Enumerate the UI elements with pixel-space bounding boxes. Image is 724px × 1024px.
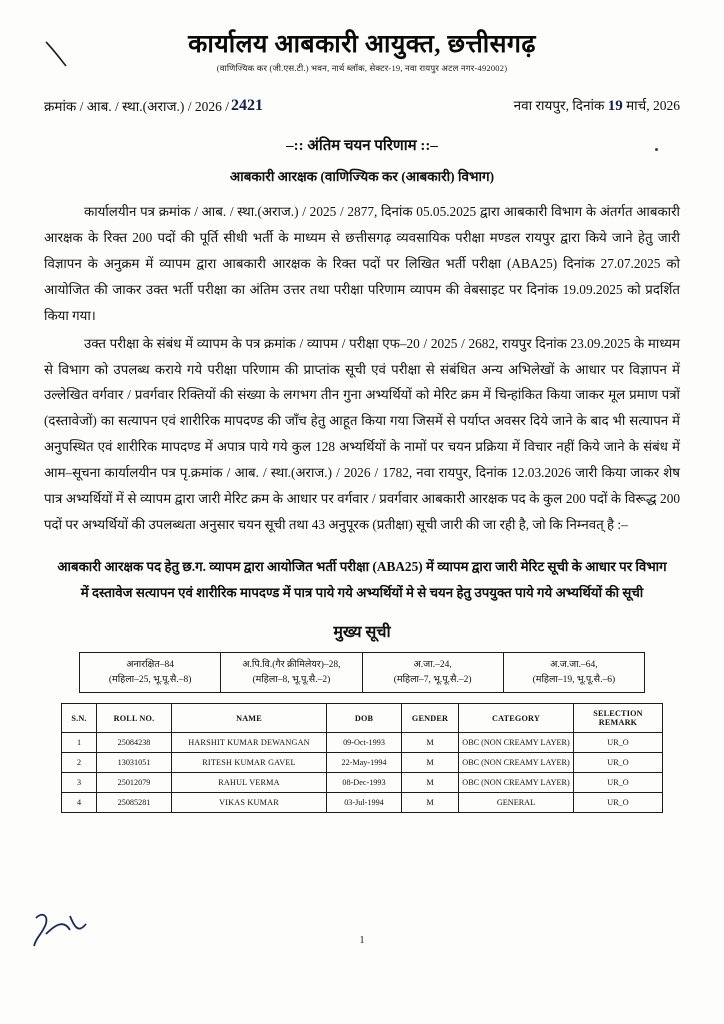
cell-gender: M (402, 793, 459, 813)
category-line2: (महिला–19, भू.पू.सै.–6) (532, 674, 616, 685)
cell-name: VIKAS KUMAR (172, 793, 327, 813)
cell-sn: 3 (62, 773, 97, 793)
category-summary-table (79, 652, 645, 693)
list-heading: मुख्य सूची (333, 623, 391, 641)
body-text (44, 199, 680, 538)
category-line1: अ.जा.–24, (413, 659, 452, 670)
category-cell-unreserved (80, 652, 221, 692)
header-category: CATEGORY (459, 704, 574, 733)
cell-gender: M (402, 773, 459, 793)
office-title: कार्यालय आबकारी आयुक्त, छत्तीसगढ़ (188, 31, 536, 58)
cell-category: OBC (NON CREAMY LAYER) (459, 733, 574, 753)
table-row (62, 773, 663, 793)
table-row (62, 753, 663, 773)
cell-roll: 25084238 (97, 733, 172, 753)
header-dob: DOB (327, 704, 402, 733)
document-header (44, 26, 680, 74)
memo-date-tail: मार्च, 2026 (626, 98, 680, 113)
cell-dob: 08-Dec-1993 (327, 773, 402, 793)
category-line2: (महिला–25, भू.पू.सै.–8) (108, 674, 192, 685)
memo-right (514, 96, 680, 115)
table-row (62, 793, 663, 813)
category-line1: अनारक्षित–84 (126, 659, 175, 670)
cell-remark: UR_O (574, 753, 663, 773)
header-name: NAME (172, 704, 327, 733)
cell-remark: UR_O (574, 773, 663, 793)
cell-category: GENERAL (459, 793, 574, 813)
document-title: –:: अंतिम चयन परिणाम ::– (286, 138, 438, 154)
paragraph-2: उक्त परीक्षा के संबंध में व्यापम के पत्र क्रमांक / व्यापम / परीक्षा एफ–20 / 2025 / 2682, रायपुर दिनांक 23.09.2025 के माध्यम से विभाग को उपलब्ध कराये गये परीक्षा परिणाम की प्राप्तांक सूची एवं परीक्षा से संबंधित अन्य अभिलेखों के आधार पर विज्ञापन में उल्लेखित वर्गवार / प्रवर्गवार रिक्तियों की संख्या के लगभग तीन गुना अभ्यर्थियों को मेरिट क्रम में चिन्हांकित किया जाकर मूल प्रमाण पत्रों (दस्तावेजों) का सत्यापन एवं शारीरिक मापदण्ड की जाँच हेतु आहूत किया गया जिसमें से पर्याप्त अवसर दिये जाने के बाद भी सत्यापन में अनुपस्थित एवं शारीरिक मापदण्ड में अपात्र पाये गये कुल 128 अभ्यर्थियों के नामों पर चयन प्रक्रिया में विचार नहीं किये जाने के संबंध में आम–सूचना कार्यालयीन पत्र पृ.क्रमांक / आब. / स्था.(अराज.) / 2026 / 1782, नवा रायपुर, दिनांक 12.03.2026 जारी किया जाकर शेष पात्र अभ्यर्थियों में से व्यापम द्वारा जारी मेरिट क्रम के आधार पर वर्गवार / प्रवर्गवार आबकारी आरक्षक पद के कुल 200 पदों के विरूद्ध 200 पदों पर अभ्यर्थियों की उपलब्धता अनुसार चयन सूची तथा 43 अनुपूरक (प्रतीक्षा) सूची जारी की जा रही है, जो कि निम्नवत् है :– (44, 335, 680, 533)
cell-dob: 22-May-1994 (327, 753, 402, 773)
memo-date: 19 (607, 98, 623, 114)
highlight-note: आबकारी आरक्षक पद हेतु छ.ग. व्यापम द्वारा आयोजित भर्ती परीक्षा (ABA25) में व्यापम द्वारा जारी मेरिट सूची के आधार पर विभाग में दस्तावेज सत्यापन एवं शारीरिक मापदण्ड में पात्र पाये गये अभ्यर्थियों मे से चयन हेतु उपयुक्त पाये गये अभ्यर्थियों की सूची (57, 558, 667, 600)
cell-dob: 09-Oct-1993 (327, 733, 402, 753)
page-number: 1 (359, 935, 365, 946)
cell-dob: 03-Jul-1994 (327, 793, 402, 813)
cell-remark: UR_O (574, 733, 663, 753)
cell-category: OBC (NON CREAMY LAYER) (459, 753, 574, 773)
cell-name: HARSHIT KUMAR DEWANGAN (172, 733, 327, 753)
table-header-row (62, 704, 663, 733)
ink-dot (655, 148, 658, 151)
category-cell-obc (221, 652, 362, 692)
category-cell-sc (362, 652, 503, 692)
memo-label: क्रमांक / आब. / स्था.(अराज.) / 2026 / (44, 99, 230, 114)
cell-sn: 4 (62, 793, 97, 813)
cell-name: RAHUL VERMA (172, 773, 327, 793)
office-subtitle: (वाणिज्यिक कर (जी.एस.टी.) भवन, नार्थ ब्लॉक, सेक्टर-19, नवा रायपुर अटल नगर-492002) (216, 63, 508, 73)
memo-left (44, 97, 263, 115)
document-subtitle: आबकारी आरक्षक (वाणिज्यिक कर (आबकारी) विभाग) (229, 169, 495, 184)
header-selection-remark: SELECTION REMARK (574, 704, 663, 733)
category-line1: अ.ज.जा.–64, (550, 659, 598, 670)
memo-number: 2421 (231, 97, 264, 114)
paragraph-1: कार्यालयीन पत्र क्रमांक / आब. / स्था.(अराज.) / 2025 / 2877, दिनांक 05.05.2025 द्वारा आबकारी विभाग के अंतर्गत आबकारी आरक्षक के रिक्त 200 पदों की पूर्ति सीधी भर्ती के माध्यम से छत्तीसगढ़ व्यवसायिक परीक्षा मण्डल रायपुर द्वारा किये जाने हेतु जारी विज्ञापन के अनुक्रम में व्यापम द्वारा आबकारी आरक्षक के रिक्त पदों पर लिखित भर्ती परीक्षा (ABA25) दिनांक 27.07.2025 को आयोजित की जाकर उक्त भर्ती परीक्षा का अंतिम उत्तर तथा परीक्षा परिणाम व्यापम की वेबसाइट पर दिनांक 19.09.2025 को प्रदर्शित किया गया। (44, 204, 680, 323)
cell-remark: UR_O (574, 793, 663, 813)
cell-roll: 25085281 (97, 793, 172, 813)
header-roll-no: ROLL NO. (97, 704, 172, 733)
cell-name: RITESH KUMAR GAVEL (172, 753, 327, 773)
cell-sn: 2 (62, 753, 97, 773)
category-line2: (महिला–8, भू.पू.सै.–2) (252, 674, 331, 685)
category-line2: (महिला–7, भू.पू.सै.–2) (393, 674, 472, 685)
category-cell-st (503, 652, 644, 692)
category-summary-row (80, 652, 645, 692)
cell-gender: M (402, 753, 459, 773)
cell-category: OBC (NON CREAMY LAYER) (459, 773, 574, 793)
cell-sn: 1 (62, 733, 97, 753)
memo-place-label: नवा रायपुर, दिनांक (513, 98, 605, 113)
header-gender: GENDER (402, 704, 459, 733)
cell-gender: M (402, 733, 459, 753)
memo-row (44, 96, 680, 115)
cell-roll: 13031051 (97, 753, 172, 773)
header-sn: S.N. (62, 704, 97, 733)
table-row (62, 733, 663, 753)
selection-list-table (61, 703, 663, 813)
category-line1: अ.पि.वि.(गैर क्रीमिलेयर)–28, (242, 659, 341, 670)
cell-roll: 25012079 (97, 773, 172, 793)
